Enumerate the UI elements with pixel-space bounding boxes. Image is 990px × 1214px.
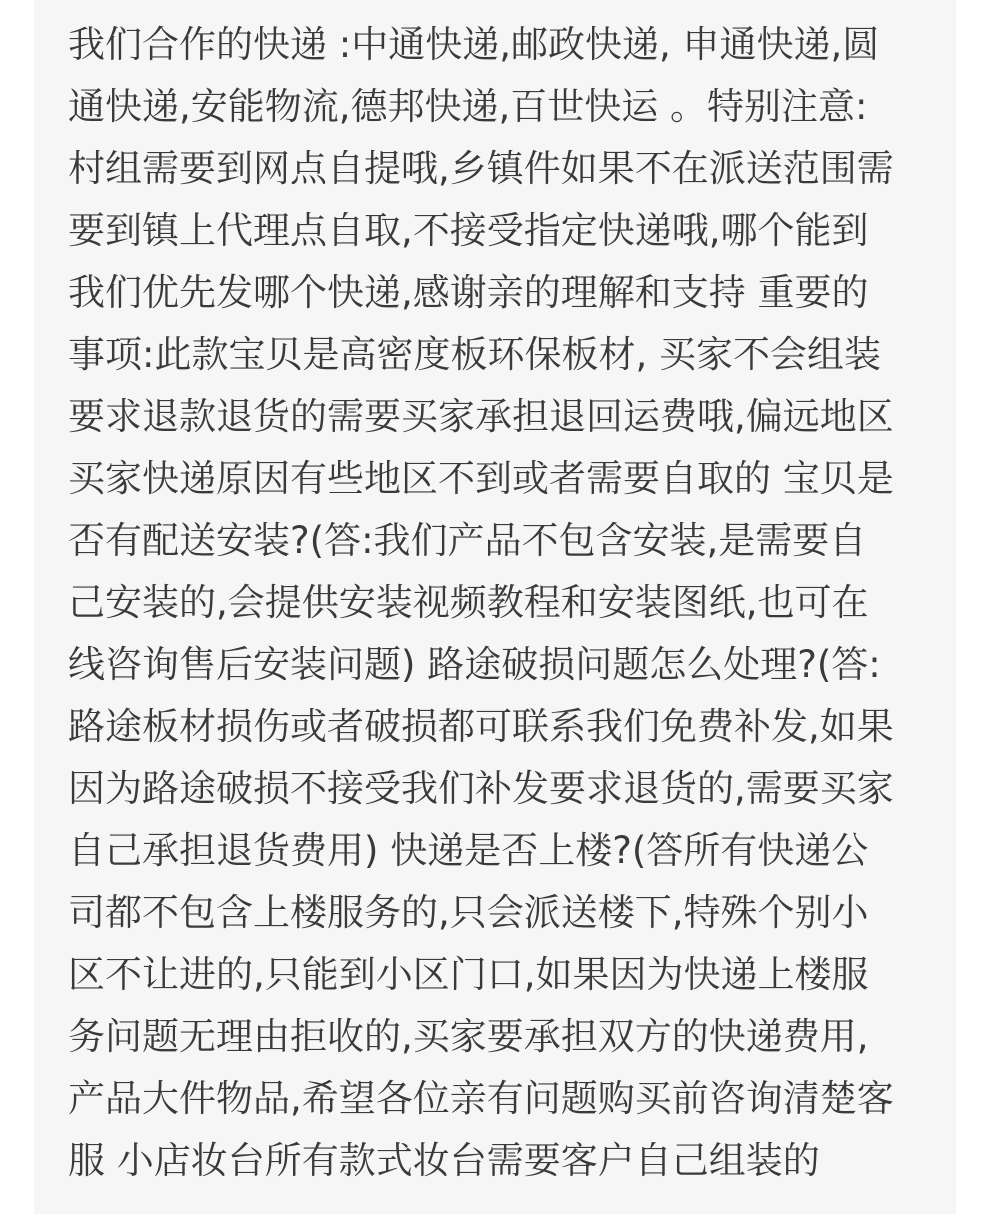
text-line: 线咨询售后安装问题) 路途破损问题怎么处理?(答: (68, 643, 881, 686)
description-panel (34, 0, 956, 1214)
text-line: 司都不包含上楼服务的,只会派送楼下,特殊个别小 (68, 891, 869, 934)
text-line: 因为路途破损不接受我们补发要求退货的,需要买家 (68, 767, 894, 810)
text-line: 要到镇上代理点自取,不接受指定快递哦,哪个能到 (68, 209, 869, 252)
text-line: 否有配送安装?(答:我们产品不包含安装,是需要自 (68, 519, 867, 562)
text-line: 村组需要到网点自提哦,乡镇件如果不在派送范围需 (68, 147, 894, 190)
text-line: 事项:此款宝贝是高密度板环保板材, 买家不会组装 (68, 333, 881, 376)
text-line: 我们合作的快递 :中通快递,邮政快递, 申通快递,圆 (68, 23, 880, 66)
text-line: 买家快递原因有些地区不到或者需要自取的 宝贝是 (68, 457, 894, 500)
text-line: 区不让进的,只能到小区门口,如果因为快递上楼服 (68, 953, 869, 996)
text-line: 路途板材损伤或者破损都可联系我们免费补发,如果 (68, 705, 894, 748)
text-line: 己安装的,会提供安装视频教程和安装图纸,也可在 (68, 581, 869, 624)
text-line: 产品大件物品,希望各位亲有问题购买前咨询清楚客 (68, 1077, 894, 1120)
text-line: 自己承担退货费用) 快递是否上楼?(答所有快递公 (68, 829, 869, 872)
text-line: 要求退款退货的需要买家承担退回运费哦,偏远地区 (68, 395, 894, 438)
text-line: 务问题无理由拒收的,买家要承担双方的快递费用, (68, 1015, 869, 1058)
description-text (68, 14, 938, 1192)
text-line: 服 小店妆台所有款式妆台需要客户自己组装的 (68, 1139, 820, 1182)
text-line: 我们优先发哪个快递,感谢亲的理解和支持 重要的 (68, 271, 869, 314)
text-line: 通快递,安能物流,德邦快递,百世快运 。特别注意: (68, 85, 868, 128)
